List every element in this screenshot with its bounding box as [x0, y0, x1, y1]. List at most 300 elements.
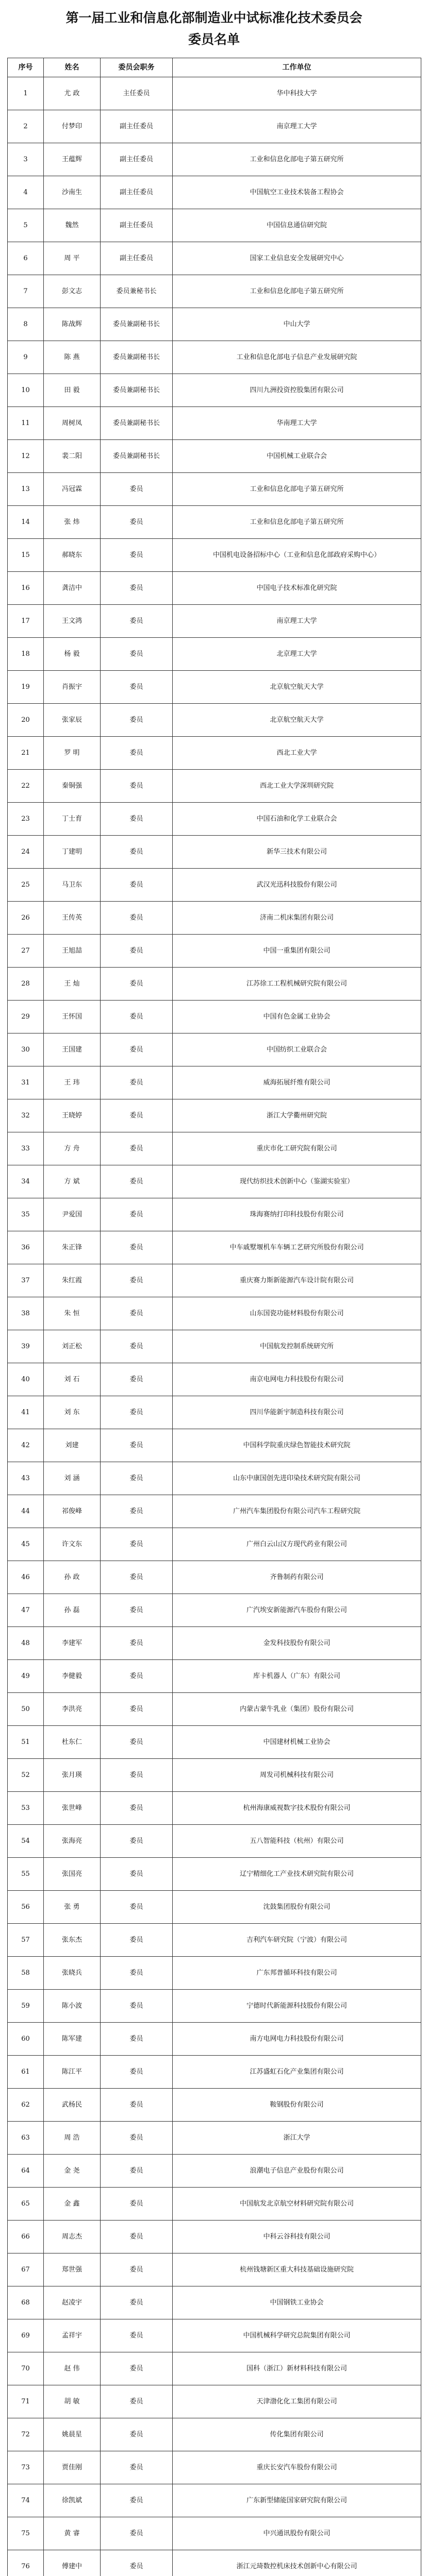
table-row — [8, 1297, 421, 1330]
cell-name: 张 炜 — [44, 506, 101, 539]
cell-org: 南京电网电力科技股份有限公司 — [173, 1363, 421, 1396]
cell-no: 30 — [8, 1033, 44, 1066]
cell-org: 广州白云山汉方现代药业有限公司 — [173, 1528, 421, 1561]
cell-name: 周 浩 — [44, 2122, 101, 2155]
cell-no: 8 — [8, 308, 44, 341]
table-row — [8, 341, 421, 374]
table-row — [8, 1132, 421, 1165]
cell-name: 金 鑫 — [44, 2188, 101, 2221]
table-row — [8, 1792, 421, 1825]
table-row — [8, 2253, 421, 2286]
cell-no: 10 — [8, 374, 44, 407]
cell-org: 库卡机器人（广东）有限公司 — [173, 1660, 421, 1693]
cell-org: 中国钢铁工业协会 — [173, 2286, 421, 2319]
cell-no: 39 — [8, 1330, 44, 1363]
cell-role: 委员 — [101, 1132, 173, 1165]
table-row — [8, 374, 421, 407]
cell-org: 内蒙古蒙牛乳业（集团）股份有限公司 — [173, 1693, 421, 1726]
cell-name: 姚晨星 — [44, 2418, 101, 2451]
cell-no: 6 — [8, 242, 44, 275]
cell-name: 沙南生 — [44, 176, 101, 209]
cell-org: 南京理工大学 — [173, 605, 421, 638]
cell-org: 中国航发控制系统研究所 — [173, 1330, 421, 1363]
cell-role: 委员 — [101, 737, 173, 770]
table-row — [8, 1693, 421, 1726]
cell-name: 尹爱国 — [44, 1198, 101, 1231]
cell-name: 冯冠霖 — [44, 473, 101, 506]
cell-org: 工业和信息化部电子第五研究所 — [173, 473, 421, 506]
cell-no: 67 — [8, 2253, 44, 2286]
table-row — [8, 1264, 421, 1297]
cell-org: 四川九洲投资控股集团有限公司 — [173, 374, 421, 407]
cell-no: 15 — [8, 539, 44, 572]
cell-no: 21 — [8, 737, 44, 770]
cell-role: 委员 — [101, 1891, 173, 1924]
table-row — [8, 1396, 421, 1429]
cell-no: 3 — [8, 143, 44, 176]
cell-org: 广东邦普循环科技有限公司 — [173, 1957, 421, 1990]
table-row — [8, 2122, 421, 2155]
cell-name: 傅建中 — [44, 2550, 101, 2576]
cell-name: 张 勇 — [44, 1891, 101, 1924]
table-row — [8, 1924, 421, 1957]
table-row — [8, 968, 421, 1001]
cell-org: 重庆赛力斯新能源汽车设计院有限公司 — [173, 1264, 421, 1297]
cell-role: 委员 — [101, 1231, 173, 1264]
cell-org: 天津渤化化工集团有限公司 — [173, 2385, 421, 2418]
table-row — [8, 1957, 421, 1990]
cell-org: 北京航空航天大学 — [173, 671, 421, 704]
cell-org: 中国航发北京航空材料研究院有限公司 — [173, 2188, 421, 2221]
table-row — [8, 473, 421, 506]
cell-role: 委员 — [101, 2155, 173, 2188]
table-row — [8, 737, 421, 770]
cell-org: 中国机电设备招标中心（工业和信息化部政府采购中心） — [173, 539, 421, 572]
table-row — [8, 275, 421, 308]
cell-role: 委员 — [101, 1198, 173, 1231]
cell-role: 委员 — [101, 1528, 173, 1561]
cell-name: 王传英 — [44, 902, 101, 935]
cell-name: 张晓兵 — [44, 1957, 101, 1990]
cell-name: 王晓婷 — [44, 1099, 101, 1132]
cell-name: 王蕴辉 — [44, 143, 101, 176]
table-row — [8, 2319, 421, 2352]
cell-role: 委员 — [101, 2122, 173, 2155]
cell-org: 华中科技大学 — [173, 77, 421, 110]
cell-name: 刘 涵 — [44, 1462, 101, 1495]
cell-role: 委员 — [101, 1924, 173, 1957]
cell-name: 陈小波 — [44, 1990, 101, 2023]
cell-no: 17 — [8, 605, 44, 638]
cell-role: 委员 — [101, 1759, 173, 1792]
cell-org: 威海拓展纤维有限公司 — [173, 1066, 421, 1099]
cell-no: 13 — [8, 473, 44, 506]
table-row — [8, 407, 421, 440]
table-row — [8, 836, 421, 869]
cell-org: 西北工业大学 — [173, 737, 421, 770]
cell-org: 国科（浙江）新材料科技有限公司 — [173, 2352, 421, 2385]
header-no: 序号 — [8, 58, 44, 77]
cell-role: 委员 — [101, 2221, 173, 2253]
table-row — [8, 506, 421, 539]
cell-role: 委员 — [101, 572, 173, 605]
cell-org: 中国电子技术标准化研究院 — [173, 572, 421, 605]
table-row — [8, 1001, 421, 1033]
table-row — [8, 935, 421, 968]
cell-role: 委员 — [101, 1165, 173, 1198]
cell-org: 中国航空工业技术装备工程协会 — [173, 176, 421, 209]
cell-no: 74 — [8, 2484, 44, 2517]
cell-role: 委员 — [101, 1264, 173, 1297]
table-row — [8, 2517, 421, 2550]
cell-name: 周树凤 — [44, 407, 101, 440]
cell-org: 珠海赛纳打印科技股份有限公司 — [173, 1198, 421, 1231]
cell-role: 委员 — [101, 473, 173, 506]
cell-no: 46 — [8, 1561, 44, 1594]
cell-role: 副主任委员 — [101, 110, 173, 143]
cell-org: 西北工业大学深圳研究院 — [173, 770, 421, 803]
table-row — [8, 2484, 421, 2517]
cell-no: 42 — [8, 1429, 44, 1462]
cell-role: 委员 — [101, 2385, 173, 2418]
table-row — [8, 704, 421, 737]
cell-name: 彭文志 — [44, 275, 101, 308]
cell-org: 周发司机械科技有限公司 — [173, 1759, 421, 1792]
cell-role: 委员 — [101, 1363, 173, 1396]
cell-role: 委员 — [101, 1627, 173, 1660]
header-role: 委员会职务 — [101, 58, 173, 77]
cell-org: 中国机械科学研究总院集团有限公司 — [173, 2319, 421, 2352]
cell-role: 委员 — [101, 1726, 173, 1759]
cell-name: 付梦印 — [44, 110, 101, 143]
cell-org: 重庆长安汽车股份有限公司 — [173, 2451, 421, 2484]
cell-role: 委员 — [101, 2319, 173, 2352]
cell-no: 68 — [8, 2286, 44, 2319]
cell-no: 7 — [8, 275, 44, 308]
cell-no: 52 — [8, 1759, 44, 1792]
cell-role: 委员 — [101, 2023, 173, 2056]
cell-role: 委员 — [101, 1858, 173, 1891]
cell-role: 委员 — [101, 2451, 173, 2484]
cell-org: 浙江大学 — [173, 2122, 421, 2155]
cell-org: 中兴通讯股份有限公司 — [173, 2517, 421, 2550]
cell-no: 70 — [8, 2352, 44, 2385]
cell-name: 郝晓东 — [44, 539, 101, 572]
table-row — [8, 1165, 421, 1198]
cell-name: 张东杰 — [44, 1924, 101, 1957]
cell-name: 张月瑛 — [44, 1759, 101, 1792]
cell-org: 济南二机床集团有限公司 — [173, 902, 421, 935]
cell-name: 郑世强 — [44, 2253, 101, 2286]
cell-name: 肖振宇 — [44, 671, 101, 704]
table-row — [8, 1363, 421, 1396]
cell-no: 60 — [8, 2023, 44, 2056]
cell-no: 47 — [8, 1594, 44, 1627]
table-row — [8, 1891, 421, 1924]
table-row — [8, 2155, 421, 2188]
cell-name: 黄 睿 — [44, 2517, 101, 2550]
cell-org: 中科云谷科技有限公司 — [173, 2221, 421, 2253]
table-row — [8, 1660, 421, 1693]
cell-name: 刘正松 — [44, 1330, 101, 1363]
cell-org: 南方电网电力科技股份有限公司 — [173, 2023, 421, 2056]
cell-org: 华南理工大学 — [173, 407, 421, 440]
table-row — [8, 1990, 421, 2023]
cell-name: 李洪亮 — [44, 1693, 101, 1726]
cell-org: 辽宁精细化工产业技术研究院有限公司 — [173, 1858, 421, 1891]
cell-org: 杭州钱塘新区重大科技基础设施研究院 — [173, 2253, 421, 2286]
cell-org: 浪潮电子信息产业股份有限公司 — [173, 2155, 421, 2188]
cell-name: 陈战辉 — [44, 308, 101, 341]
cell-org: 五八智能科技（杭州）有限公司 — [173, 1825, 421, 1858]
cell-name: 祁俊峰 — [44, 1495, 101, 1528]
cell-role: 委员 — [101, 869, 173, 902]
cell-no: 24 — [8, 836, 44, 869]
cell-role: 委员 — [101, 1462, 173, 1495]
cell-role: 委员 — [101, 2286, 173, 2319]
table-row — [8, 1594, 421, 1627]
cell-role: 委员 — [101, 1957, 173, 1990]
cell-no: 35 — [8, 1198, 44, 1231]
cell-role: 委员 — [101, 506, 173, 539]
cell-no: 37 — [8, 1264, 44, 1297]
cell-no: 75 — [8, 2517, 44, 2550]
cell-no: 19 — [8, 671, 44, 704]
cell-name: 金 尧 — [44, 2155, 101, 2188]
cell-role: 委员 — [101, 1099, 173, 1132]
cell-role: 委员 — [101, 1330, 173, 1363]
cell-name: 李建军 — [44, 1627, 101, 1660]
table-row — [8, 1429, 421, 1462]
cell-no: 16 — [8, 572, 44, 605]
cell-name: 张海亮 — [44, 1825, 101, 1858]
table-row — [8, 1858, 421, 1891]
cell-name: 张世峰 — [44, 1792, 101, 1825]
table-header-row — [8, 58, 421, 77]
cell-no: 2 — [8, 110, 44, 143]
table-row — [8, 308, 421, 341]
cell-no: 58 — [8, 1957, 44, 1990]
cell-org: 工业和信息化部电子第五研究所 — [173, 506, 421, 539]
cell-role: 委员 — [101, 1561, 173, 1594]
table-row — [8, 1066, 421, 1099]
cell-name: 马卫东 — [44, 869, 101, 902]
cell-name: 武杨民 — [44, 2089, 101, 2122]
cell-no: 11 — [8, 407, 44, 440]
cell-role: 委员 — [101, 605, 173, 638]
cell-role: 委员 — [101, 2484, 173, 2517]
cell-role: 委员 — [101, 2188, 173, 2221]
cell-role: 委员 — [101, 1825, 173, 1858]
cell-org: 沈鼓集团股份有限公司 — [173, 1891, 421, 1924]
cell-role: 委员兼副秘书长 — [101, 374, 173, 407]
cell-no: 9 — [8, 341, 44, 374]
cell-name: 丁建明 — [44, 836, 101, 869]
cell-role: 委员 — [101, 1594, 173, 1627]
cell-name: 魏然 — [44, 209, 101, 242]
cell-no: 54 — [8, 1825, 44, 1858]
table-row — [8, 1726, 421, 1759]
cell-org: 浙江元琦数控机床技术创新中心有限公司 — [173, 2550, 421, 2576]
cell-name: 张家辰 — [44, 704, 101, 737]
cell-name: 罗 明 — [44, 737, 101, 770]
table-row — [8, 2089, 421, 2122]
cell-name: 朱正锋 — [44, 1231, 101, 1264]
cell-org: 北京航空航天大学 — [173, 704, 421, 737]
cell-name: 丁士育 — [44, 803, 101, 836]
cell-no: 34 — [8, 1165, 44, 1198]
table-row — [8, 869, 421, 902]
table-row — [8, 1495, 421, 1528]
cell-no: 63 — [8, 2122, 44, 2155]
cell-name: 陈江平 — [44, 2056, 101, 2089]
cell-name: 杨 毅 — [44, 638, 101, 671]
cell-org: 国家工业信息安全发展研究中心 — [173, 242, 421, 275]
cell-org: 新华三技术有限公司 — [173, 836, 421, 869]
cell-role: 委员 — [101, 770, 173, 803]
cell-no: 43 — [8, 1462, 44, 1495]
cell-org: 中国机械工业联合会 — [173, 440, 421, 473]
cell-no: 1 — [8, 77, 44, 110]
table-row — [8, 2385, 421, 2418]
cell-no: 23 — [8, 803, 44, 836]
cell-no: 48 — [8, 1627, 44, 1660]
cell-org: 中国科学院重庆绿色智能技术研究院 — [173, 1429, 421, 1462]
cell-org: 广州汽车集团股份有限公司汽车工程研究院 — [173, 1495, 421, 1528]
cell-role: 委员 — [101, 1429, 173, 1462]
cell-org: 四川华能新宇制造科技有限公司 — [173, 1396, 421, 1429]
cell-no: 25 — [8, 869, 44, 902]
table-row — [8, 1759, 421, 1792]
cell-name: 刘 东 — [44, 1396, 101, 1429]
cell-org: 广东新型储能国家研究院有限公司 — [173, 2484, 421, 2517]
title-line-2: 委员名单 — [188, 32, 240, 47]
cell-role: 委员兼副秘书长 — [101, 308, 173, 341]
cell-role: 委员 — [101, 1001, 173, 1033]
cell-no: 76 — [8, 2550, 44, 2576]
cell-role: 委员兼副秘书长 — [101, 440, 173, 473]
cell-org: 工业和信息化部电子第五研究所 — [173, 275, 421, 308]
cell-no: 53 — [8, 1792, 44, 1825]
table-row — [8, 1330, 421, 1363]
cell-no: 44 — [8, 1495, 44, 1528]
cell-no: 31 — [8, 1066, 44, 1099]
table-row — [8, 1561, 421, 1594]
cell-no: 65 — [8, 2188, 44, 2221]
cell-org: 浙江大学衢州研究院 — [173, 1099, 421, 1132]
cell-role: 委员 — [101, 968, 173, 1001]
cell-name: 徐凯斌 — [44, 2484, 101, 2517]
cell-role: 委员 — [101, 902, 173, 935]
cell-no: 59 — [8, 1990, 44, 2023]
cell-role: 委员 — [101, 2517, 173, 2550]
cell-org: 现代纺织技术创新中心（鉴湖实验室） — [173, 1165, 421, 1198]
cell-no: 12 — [8, 440, 44, 473]
cell-name: 王文鸿 — [44, 605, 101, 638]
cell-no: 4 — [8, 176, 44, 209]
cell-org: 工业和信息化部电子第五研究所 — [173, 143, 421, 176]
table-row — [8, 539, 421, 572]
cell-name: 许文东 — [44, 1528, 101, 1561]
table-row — [8, 671, 421, 704]
table-row — [8, 2286, 421, 2319]
cell-role: 副主任委员 — [101, 143, 173, 176]
table-row — [8, 1528, 421, 1561]
cell-org: 重庆市化工研究院有限公司 — [173, 1132, 421, 1165]
cell-role: 副主任委员 — [101, 242, 173, 275]
cell-no: 51 — [8, 1726, 44, 1759]
cell-org: 中山大学 — [173, 308, 421, 341]
table-row — [8, 902, 421, 935]
cell-name: 贾佳刚 — [44, 2451, 101, 2484]
table-row — [8, 803, 421, 836]
cell-org: 中国纺织工业联合会 — [173, 1033, 421, 1066]
cell-name: 王国建 — [44, 1033, 101, 1066]
table-row — [8, 77, 421, 110]
table-row — [8, 1033, 421, 1066]
cell-no: 14 — [8, 506, 44, 539]
cell-name: 李健毅 — [44, 1660, 101, 1693]
cell-no: 40 — [8, 1363, 44, 1396]
cell-org: 鞍钢股份有限公司 — [173, 2089, 421, 2122]
table-row — [8, 605, 421, 638]
table-row — [8, 2188, 421, 2221]
cell-role: 委员兼副秘书长 — [101, 407, 173, 440]
cell-no: 69 — [8, 2319, 44, 2352]
table-row — [8, 440, 421, 473]
cell-no: 62 — [8, 2089, 44, 2122]
cell-org: 中国建材机械工业协会 — [173, 1726, 421, 1759]
cell-role: 委员 — [101, 2418, 173, 2451]
cell-name: 张国亮 — [44, 1858, 101, 1891]
cell-role: 主任委员 — [101, 77, 173, 110]
cell-org: 传化集团有限公司 — [173, 2418, 421, 2451]
cell-role: 委员 — [101, 638, 173, 671]
cell-role: 委员 — [101, 1066, 173, 1099]
cell-no: 66 — [8, 2221, 44, 2253]
cell-no: 29 — [8, 1001, 44, 1033]
cell-org: 宁德时代新能源科技股份有限公司 — [173, 1990, 421, 2023]
cell-no: 64 — [8, 2155, 44, 2188]
cell-no: 71 — [8, 2385, 44, 2418]
cell-role: 委员 — [101, 1033, 173, 1066]
table-row — [8, 2550, 421, 2576]
cell-name: 周志杰 — [44, 2221, 101, 2253]
table-row — [8, 1462, 421, 1495]
table-row — [8, 176, 421, 209]
cell-name: 陈军建 — [44, 2023, 101, 2056]
cell-role: 委员 — [101, 539, 173, 572]
cell-name: 王 灿 — [44, 968, 101, 1001]
cell-name: 王 玮 — [44, 1066, 101, 1099]
cell-no: 72 — [8, 2418, 44, 2451]
cell-name: 龚洁中 — [44, 572, 101, 605]
cell-role: 委员 — [101, 2056, 173, 2089]
table-row — [8, 638, 421, 671]
cell-name: 赵 伟 — [44, 2352, 101, 2385]
cell-role: 委员 — [101, 1660, 173, 1693]
cell-org: 工业和信息化部电子信息产业发展研究院 — [173, 341, 421, 374]
cell-role: 委员兼副秘书长 — [101, 341, 173, 374]
cell-no: 41 — [8, 1396, 44, 1429]
cell-name: 赵凌宇 — [44, 2286, 101, 2319]
cell-name: 王怀国 — [44, 1001, 101, 1033]
table-row — [8, 2056, 421, 2089]
cell-role: 委员 — [101, 1990, 173, 2023]
cell-role: 委员 — [101, 2253, 173, 2286]
table-body — [8, 77, 421, 2576]
cell-org: 吉利汽车研究院（宁波）有限公司 — [173, 1924, 421, 1957]
